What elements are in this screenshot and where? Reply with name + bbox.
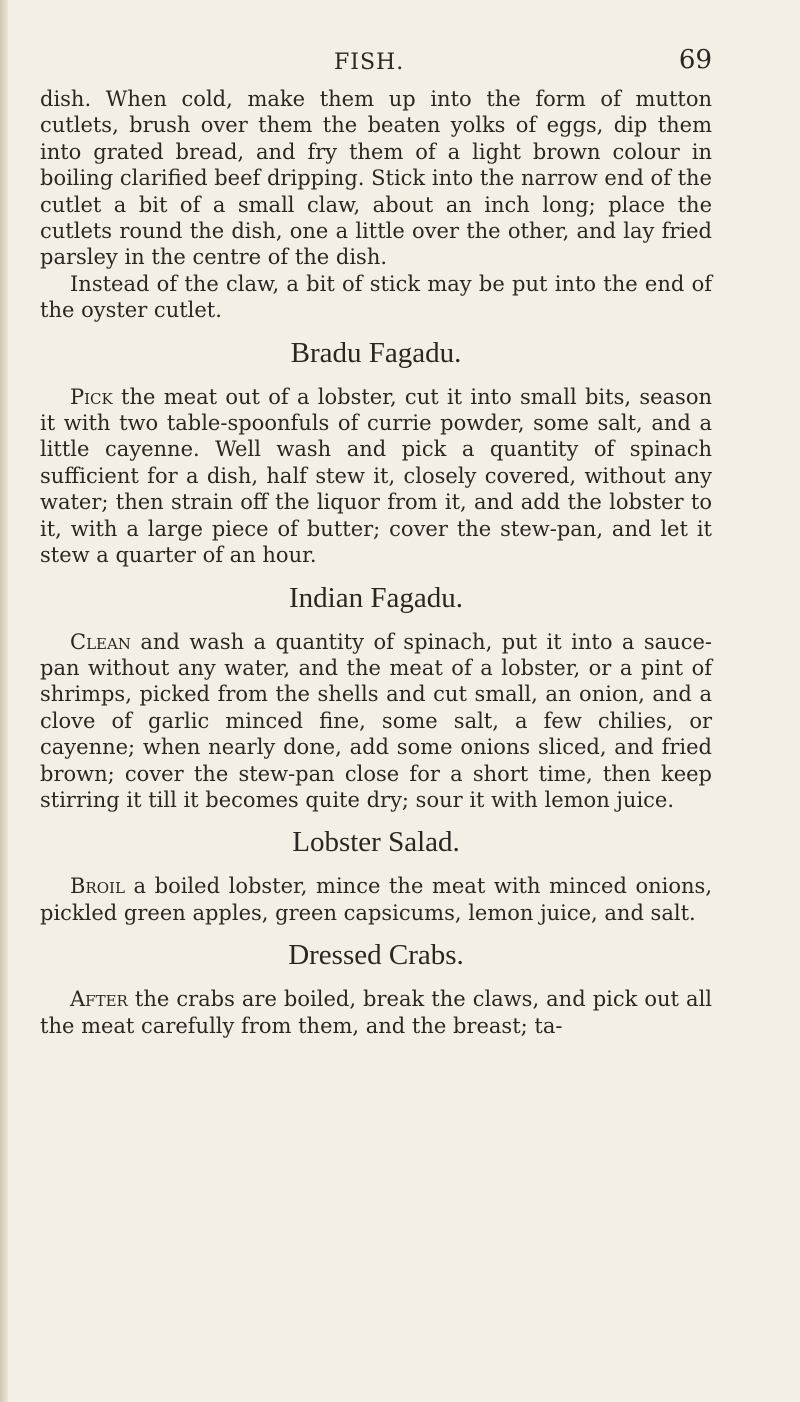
recipe-title-bradu-fagadu: Bradu Fagadu. xyxy=(290,336,462,369)
book-spine-shadow xyxy=(0,0,8,1402)
book-page xyxy=(40,0,712,1039)
running-head: FISH. xyxy=(334,50,405,75)
recipe-body-dressed-crabs xyxy=(40,986,712,1039)
lead-word: Pick xyxy=(70,384,113,409)
recipe-body-bradu-fagadu xyxy=(40,384,712,569)
recipe-title-dressed-crabs: Dressed Crabs. xyxy=(288,939,464,972)
page-header xyxy=(40,0,712,86)
recipe-body-lobster-salad xyxy=(40,873,712,926)
recipe-text: a boiled lobster, mince the meat with minced onions, pickled green apples, green capsicums, lemon juice, and salt. xyxy=(40,874,712,925)
note-paragraph: Instead of the claw, a bit of stick may be put into the end of the oyster cutlet. xyxy=(40,271,712,323)
recipe-text: and wash a quantity of spinach, put it into a sauce-pan without any water, and the meat of a lobster, or a pint of shrimps, picked from the shells and cut small, an onion, and a clove of garlic minced fine, some salt, a few chilies, or cayenne; when nearly done, add some onions sliced, and fried brown; cover the stew-pan close for a short time, then keep stirring it till it becomes quite dry; sour it with lemon juice. xyxy=(40,629,712,812)
page-number: 69 xyxy=(678,45,712,75)
recipe-text: the meat out of a lobster, cut it into small bits, season it with two table-spoonfuls of currie powder, some salt, and a little cayenne. Well wash and pick a quantity of spinach sufficient for a dish, half stew it, closely covered, without any water; then strain off the liquor from it, and add the lobster to it, with a large piece of butter; cover the stew-pan, and let it stew a quarter of an hour. xyxy=(40,384,712,568)
recipe-title-lobster-salad: Lobster Salad. xyxy=(292,826,460,859)
lead-word: Clean xyxy=(70,629,131,654)
continued-paragraph: dish. When cold, make them up into the form of mutton cutlets, brush over them the beaten yolks of eggs, dip them into grated bread, and fry them of a light brown colour in boiling clarified beef dripping. Stick into the narrow end of the cutlet a bit of a small claw, about an inch long; place the cutlets round the dish, one a little over the other, and lay fried parsley in the centre of the dish. xyxy=(40,87,712,270)
recipe-title-indian-fagadu: Indian Fagadu. xyxy=(289,581,463,614)
lead-word: After xyxy=(70,987,128,1012)
recipe-body-indian-fagadu xyxy=(40,629,712,814)
recipe-text: the crabs are boiled, break the claws, and pick out all the meat carefully from them, and the breast; ta- xyxy=(40,987,712,1038)
lead-word: Broil xyxy=(70,874,125,899)
